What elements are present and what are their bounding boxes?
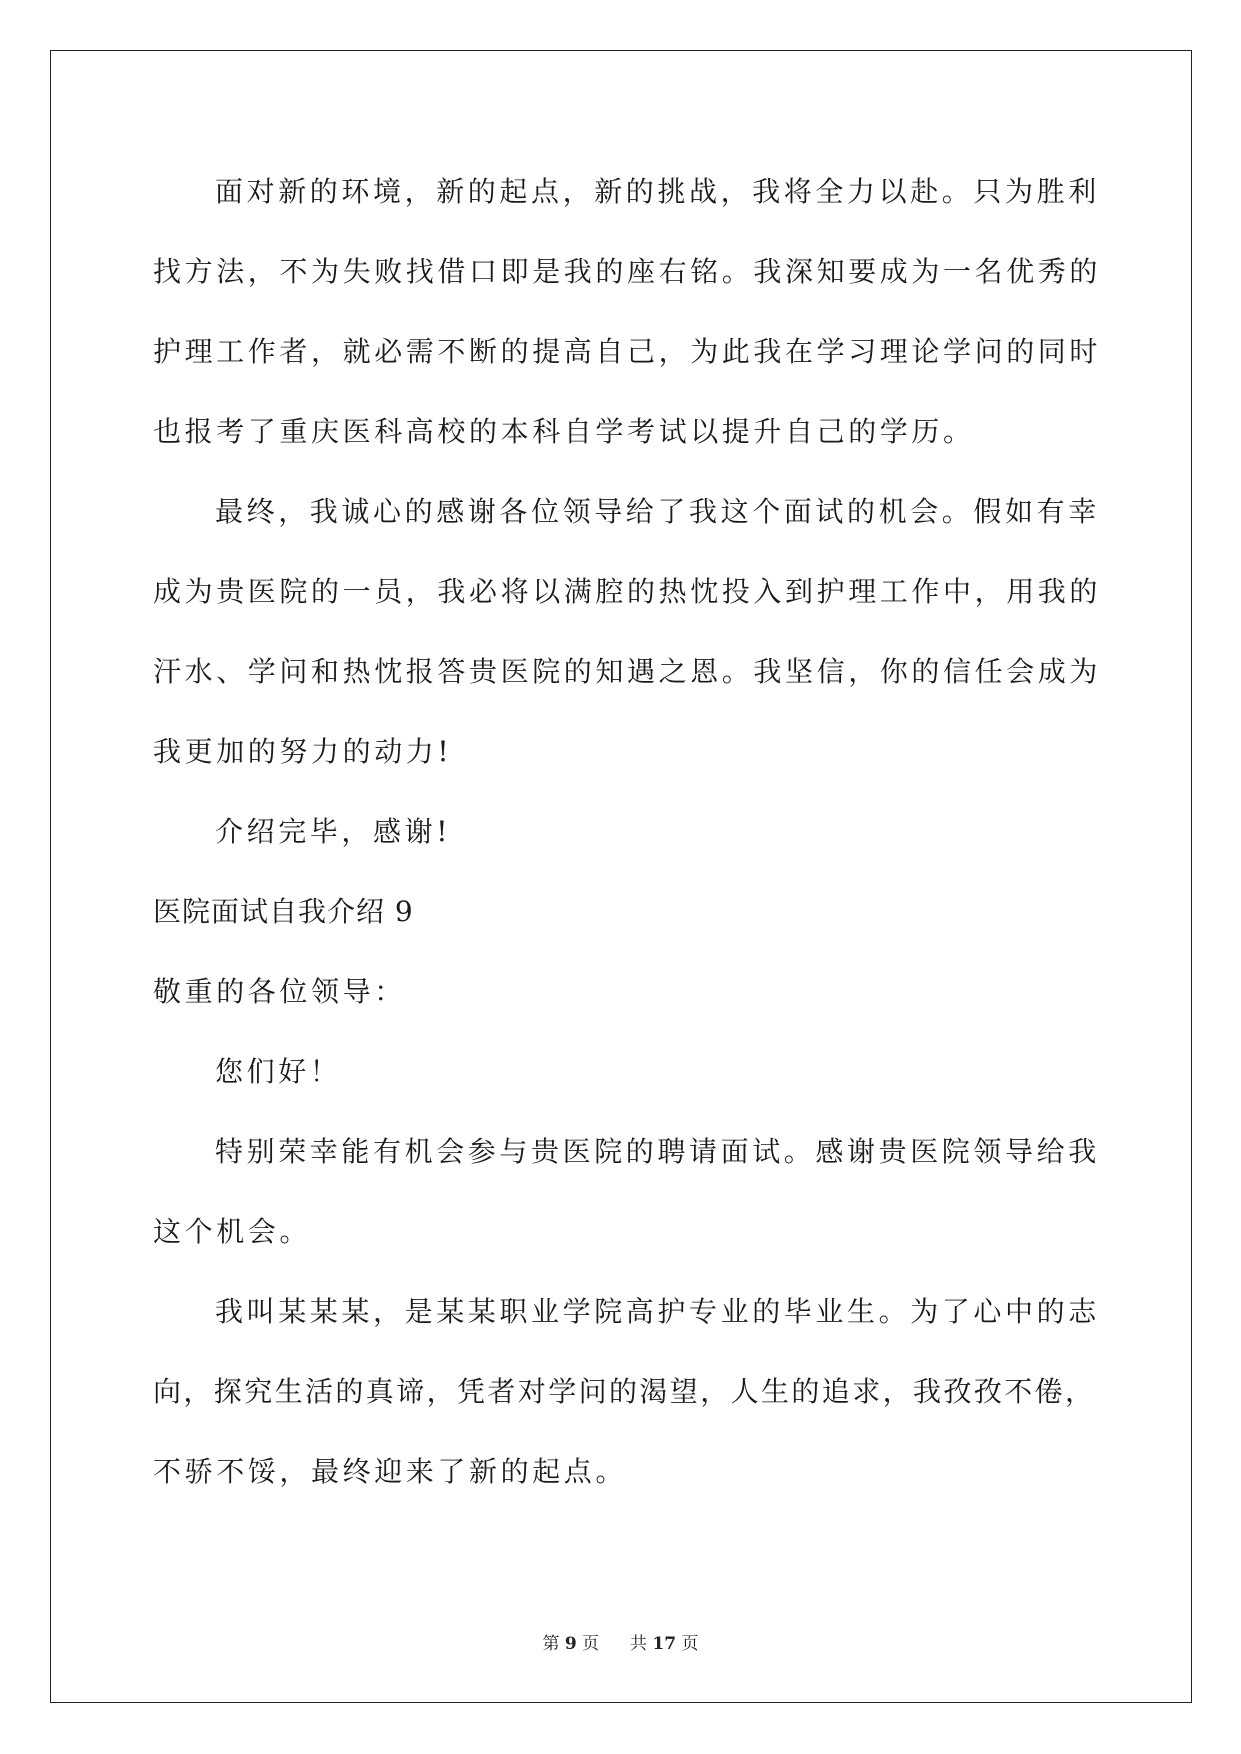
paragraph-line: 面对新的环境，新的起点，新的挑战，我将全力以赴。只为胜利 (215, 175, 1100, 208)
paragraph-line: 汗水、学问和热忱报答贵医院的知遇之恩。我坚信，你的信任会成为 (153, 655, 1102, 688)
paragraph-line: 我更加的努力的动力! (153, 735, 453, 768)
paragraph-line: 成为贵医院的一员，我必将以满腔的热忱投入到护理工作中，用我的 (153, 575, 1102, 608)
paragraph-line: 也报考了重庆医科高校的本科自学考试以提升自己的学历。 (153, 415, 975, 448)
page-unit: 页 (582, 1634, 600, 1654)
paragraph-line: 不骄不馁，最终迎来了新的起点。 (153, 1455, 628, 1488)
page-prefix: 第 (542, 1634, 560, 1654)
paragraph-line: 我叫某某某，是某某职业学院高护专业的毕业生。为了心中的志 (215, 1295, 1100, 1328)
total-prefix: 共 (629, 1634, 647, 1654)
salutation: 敬重的各位领导： (153, 975, 406, 1008)
paragraph-line: 介绍完毕，感谢! (215, 815, 452, 848)
total-unit: 页 (681, 1634, 699, 1654)
paragraph-line: 找方法，不为失败找借口即是我的座右铭。我深知要成为一名优秀的 (153, 255, 1102, 288)
paragraph-line: 特别荣幸能有机会参与贵医院的聘请面试。感谢贵医院领导给我 (215, 1135, 1100, 1168)
paragraph-line: 向，探究生活的真谛，凭者对学问的渴望，人生的追求，我孜孜不倦， (153, 1375, 1096, 1408)
paragraph-line: 护理工作者，就必需不断的提高自己，为此我在学习理论学问的同时 (153, 335, 1102, 368)
page-current: 9 (564, 1634, 577, 1654)
page-total: 17 (652, 1634, 677, 1654)
page-footer (0, 1632, 1241, 1656)
greeting: 您们好！ (215, 1055, 342, 1088)
section-heading: 医院面试自我介绍 9 (153, 895, 414, 928)
paragraph-line: 这个机会。 (153, 1215, 312, 1248)
paragraph-line: 最终，我诚心的感谢各位领导给了我这个面试的机会。假如有幸 (215, 495, 1100, 528)
